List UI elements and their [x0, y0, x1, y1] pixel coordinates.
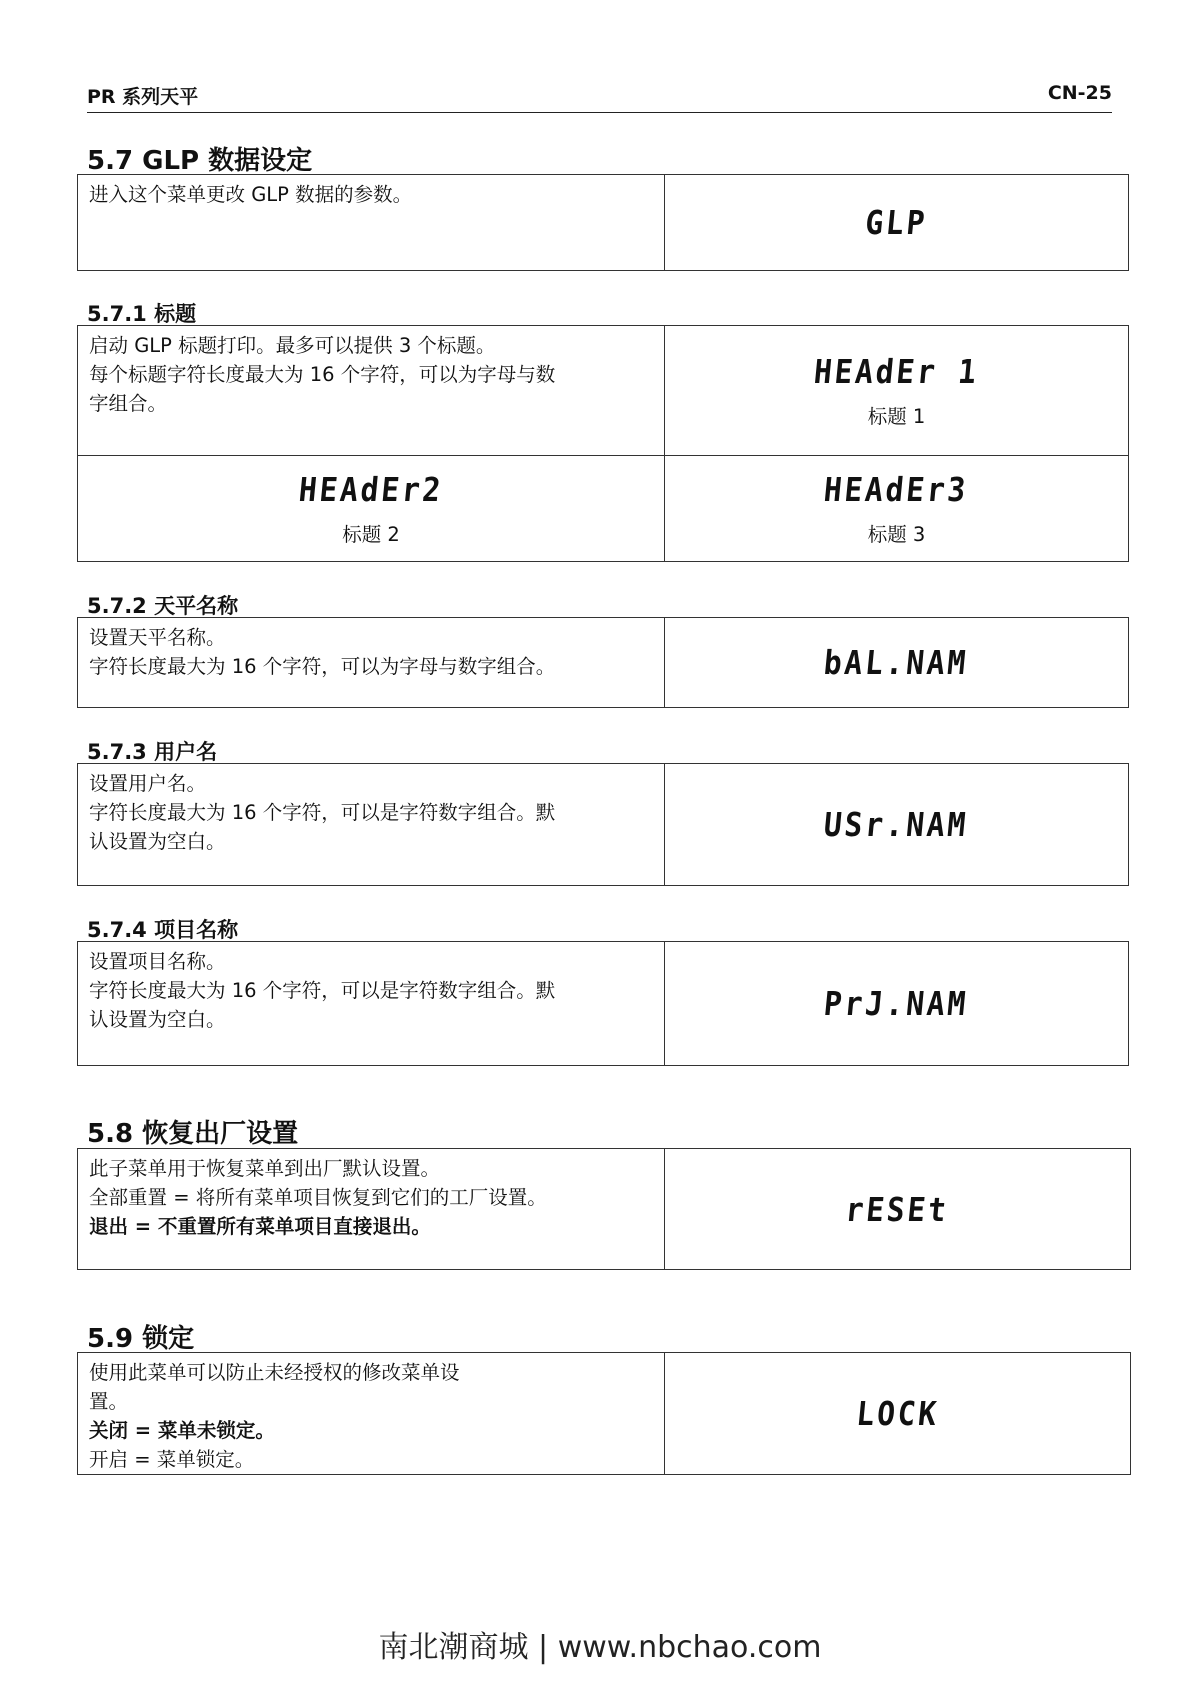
section-5-7-1-desc	[78, 326, 665, 456]
section-5-8-title: 5.8 恢复出厂设置	[87, 1119, 299, 1149]
desc-line: 认设置为空白。	[89, 1008, 226, 1031]
lcd-text: HEAdEr3	[822, 470, 971, 509]
section-5-9-table	[77, 1352, 1131, 1475]
desc-line: 字组合。	[89, 392, 168, 415]
desc-line: 认设置为空白。	[89, 830, 226, 853]
lock-display	[665, 1353, 1131, 1475]
desc-line: 启动 GLP 标题打印。最多可以提供 3 个标题。	[89, 334, 496, 357]
site-footer: 南北潮商城 | www.nbchao.com	[378, 1630, 822, 1665]
header3-display	[665, 456, 1129, 562]
section-5-7-4-table	[77, 941, 1129, 1066]
section-5-7-3-title: 5.7.3 用户名	[87, 740, 218, 764]
section-5-7-4-desc	[78, 942, 665, 1066]
desc-line: 设置用户名。	[89, 772, 207, 795]
user-name-display	[665, 764, 1129, 886]
desc-line: 开启 = 菜单锁定。	[89, 1448, 255, 1471]
glp-display	[665, 175, 1129, 271]
header2-display	[78, 456, 665, 562]
lcd-text: rESEt	[844, 1189, 951, 1229]
section-5-7-2-title: 5.7.2 天平名称	[87, 594, 239, 618]
reset-display	[665, 1149, 1131, 1270]
section-5-7-title: 5.7 GLP 数据设定	[87, 146, 313, 176]
section-5-8-table	[77, 1148, 1131, 1270]
project-name-display	[665, 942, 1129, 1066]
section-5-7-2-desc	[78, 618, 665, 708]
section-5-7-3-desc	[78, 764, 665, 886]
section-5-7-1-table	[77, 325, 1129, 562]
page-number: CN-25	[1047, 82, 1112, 104]
section-5-9-desc	[78, 1353, 665, 1475]
desc-line: 字符长度最大为 16 个字符，可以是字符数字组合。默	[89, 979, 556, 1002]
lcd-text: USr.NAM	[822, 805, 971, 844]
lcd-text: GLP	[863, 203, 930, 242]
desc-line: 字符长度最大为 16 个字符，可以为字母与数字组合。	[89, 655, 556, 678]
header3-caption: 标题 3	[867, 523, 926, 546]
lcd-text: LOCK	[854, 1394, 941, 1433]
desc-line: 全部重置 = 将所有菜单项目恢复到它们的工厂设置。	[89, 1186, 547, 1209]
section-5-7-2-table	[77, 617, 1129, 708]
desc-line: 设置天平名称。	[89, 626, 226, 649]
desc-line: 每个标题字符长度最大为 16 个字符，可以为字母与数	[89, 363, 556, 386]
section-5-7-table	[77, 174, 1129, 271]
manual-title: PR 系列天平	[87, 86, 199, 108]
lcd-text: bAL.NAM	[822, 643, 971, 682]
lcd-text: HEAdEr 1	[812, 352, 981, 391]
desc-line: 使用此菜单可以防止未经授权的修改菜单设	[89, 1361, 460, 1384]
desc-line: 关闭 = 菜单未锁定。	[89, 1419, 275, 1442]
lcd-text: HEAdEr2	[297, 470, 445, 509]
header2-caption: 标题 2	[342, 523, 400, 546]
desc-line: 字符长度最大为 16 个字符，可以是字符数字组合。默	[89, 801, 556, 824]
page-header	[87, 82, 1112, 113]
header1-display	[665, 326, 1129, 456]
section-5-9-title: 5.9 锁定	[87, 1324, 195, 1354]
desc-line: 置。	[89, 1390, 129, 1413]
section-5-7-1-title: 5.7.1 标题	[87, 302, 197, 326]
section-5-8-desc	[78, 1149, 665, 1270]
balance-name-display	[665, 618, 1129, 708]
lcd-text: PrJ.NAM	[822, 984, 971, 1023]
header1-caption: 标题 1	[867, 405, 926, 428]
desc-line: 设置项目名称。	[89, 950, 226, 973]
desc-text: 进入这个菜单更改 GLP 数据的参数。	[89, 183, 413, 206]
desc-line: 此子菜单用于恢复菜单到出厂默认设置。	[89, 1157, 441, 1180]
section-5-7-4-title: 5.7.4 项目名称	[87, 918, 239, 942]
section-5-7-3-table	[77, 763, 1129, 886]
section-5-7-desc	[78, 175, 665, 271]
desc-line: 退出 = 不重置所有菜单项目直接退出。	[89, 1215, 431, 1238]
